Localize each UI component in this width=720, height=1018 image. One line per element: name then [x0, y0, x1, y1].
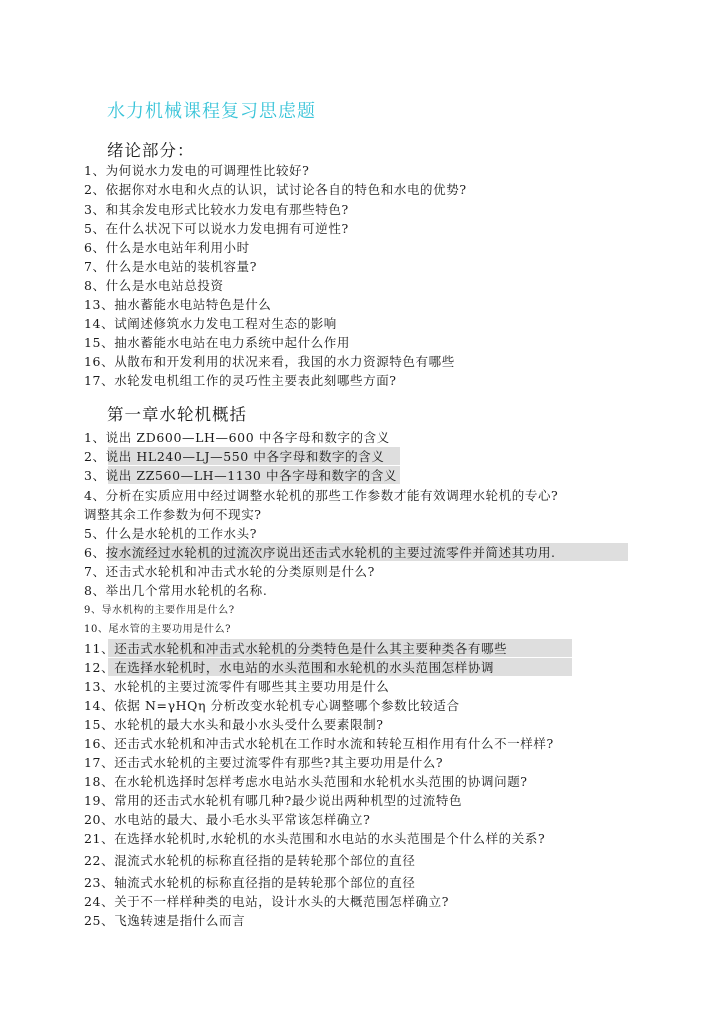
question-item [84, 315, 337, 333]
question-item [84, 716, 384, 734]
question-item [84, 239, 250, 257]
question-text: 17、还击式水轮机的主要过流零件有那些?其主要功用是什么? [84, 755, 444, 770]
question-item [84, 912, 245, 930]
question-item [84, 162, 309, 180]
question-item [84, 544, 556, 562]
question-text: 15、抽水蓄能水电站在电力系统中起什么作用 [84, 335, 351, 350]
question-text: 10、尾水管的主要功用是什么? [84, 624, 232, 635]
question-item [84, 754, 443, 772]
question-text: 3、和其余发电形式比较水力发电有那些特色? [84, 202, 349, 217]
question-item [84, 792, 462, 810]
section-heading-intro: 绪论部分： [107, 141, 195, 160]
question-text: 11、还击式水轮机和冲击式水轮机的分类特色是什么其主要种类各有哪些 [84, 641, 508, 656]
question-text: 调整其余工作参数为何不现实? [84, 507, 262, 522]
section-heading-ch1: 第一章水轮机概括 [107, 405, 247, 424]
question-item [84, 773, 528, 791]
question-item [84, 811, 370, 829]
question-text: 16、还击式水轮机和冲击式水轮机在工作时水流和转轮互相作用有什么不一样样? [84, 736, 554, 751]
question-item [84, 506, 262, 524]
question-text: 2、说出 HL240—LJ—550 中各字母和数字的含义 [84, 449, 385, 464]
question-text: 14、依据 N=γHQη 分析改变水轮机专心调整哪个参数比较适合 [84, 698, 460, 713]
question-item [84, 353, 455, 371]
question-item [84, 201, 349, 219]
question-item [84, 678, 389, 696]
question-text: 5、在什么状况下可以说水力发电拥有可逆性? [84, 221, 349, 236]
question-text: 1、说出 ZD600—LH—600 中各字母和数字的含义 [84, 430, 390, 445]
question-text: 7、什么是水电站的装机容量? [84, 259, 258, 274]
question-text: 8、举出几个常用水轮机的名称. [84, 583, 268, 598]
question-text: 15、水轮机的最大水头和最小水头受什么要素限制? [84, 717, 384, 732]
question-item [84, 334, 350, 352]
question-item [84, 525, 257, 543]
question-item [84, 487, 558, 505]
question-text: 12、在选择水轮机时，水电站的水头范围和水轮机的水头范围怎样协调 [84, 660, 495, 675]
question-text: 18、在水轮机选择时怎样考虑水电站水头范围和水轮机水头范围的协调问题? [84, 774, 528, 789]
question-item [84, 258, 257, 276]
question-text: 5、什么是水轮机的工作水头? [84, 526, 258, 541]
question-text: 6、按水流经过水轮机的过流次序说出还击式水轮机的主要过流零件并简述其功用. [84, 545, 556, 560]
question-text: 6、什么是水电站年利用小时 [84, 240, 250, 255]
question-item [84, 220, 349, 238]
question-item [84, 874, 416, 892]
question-item [84, 602, 235, 620]
question-item [84, 296, 271, 314]
question-item [84, 640, 507, 658]
question-text: 13、水轮机的主要过流零件有哪些其主要功用是什么 [84, 679, 390, 694]
question-text: 2、依据你对水电和火点的认识，试讨论各自的特色和水电的优势? [84, 182, 467, 197]
question-text: 22、混流式水轮机的标称直径指的是转轮那个部位的直径 [84, 853, 416, 868]
question-text: 24、关于不一样样种类的电站，设计水头的大概范围怎样确立? [84, 894, 450, 909]
question-item [84, 735, 554, 753]
question-text: 16、从散布和开发利用的状况来看，我国的水力资源特色有哪些 [84, 354, 455, 369]
question-item [84, 893, 449, 911]
question-item [84, 659, 494, 677]
question-text: 13、抽水蓄能水电站特色是什么 [84, 297, 272, 312]
question-text: 9、导水机构的主要作用是什么? [84, 605, 235, 616]
question-item [84, 697, 460, 715]
question-item [84, 372, 397, 390]
question-item [84, 277, 224, 295]
page-title: 水力机械课程复习思虑题 [107, 101, 316, 122]
question-item [84, 830, 545, 848]
question-item [84, 448, 384, 466]
question-text: 19、常用的还击式水轮机有哪几种?最少说出两种机型的过流特色 [84, 793, 463, 808]
question-text: 1、为何说水力发电的可调理性比较好? [84, 163, 310, 178]
question-item [84, 429, 390, 447]
question-item [84, 852, 416, 870]
question-text: 25、飞逸转速是指什么而言 [84, 913, 246, 928]
question-item [84, 563, 375, 581]
question-text: 21、在选择水轮机时,水轮机的水头范围和水电站的水头范围是个什么样的关系? [84, 831, 546, 846]
question-item [84, 582, 267, 600]
question-text: 17、水轮发电机组工作的灵巧性主要表此刻哪些方面? [84, 373, 397, 388]
question-item [84, 467, 397, 485]
question-text: 3、说出 ZZ560—LH—1130 中各字母和数字的含义 [84, 468, 398, 483]
question-text: 8、什么是水电站总投资 [84, 278, 224, 293]
question-item [84, 621, 231, 639]
question-text: 14、试阐述修筑水力发电工程对生态的影响 [84, 316, 337, 331]
question-text: 4、分析在实质应用中经过调整水轮机的那些工作参数才能有效调理水轮机的专心? [84, 488, 559, 503]
question-text: 20、水电站的最大、最小毛水头平常该怎样确立? [84, 812, 371, 827]
question-text: 7、还击式水轮机和冲击式水轮的分类原则是什么? [84, 564, 375, 579]
question-item [84, 181, 467, 199]
question-text: 23、轴流式水轮机的标称直径指的是转轮那个部位的直径 [84, 875, 416, 890]
